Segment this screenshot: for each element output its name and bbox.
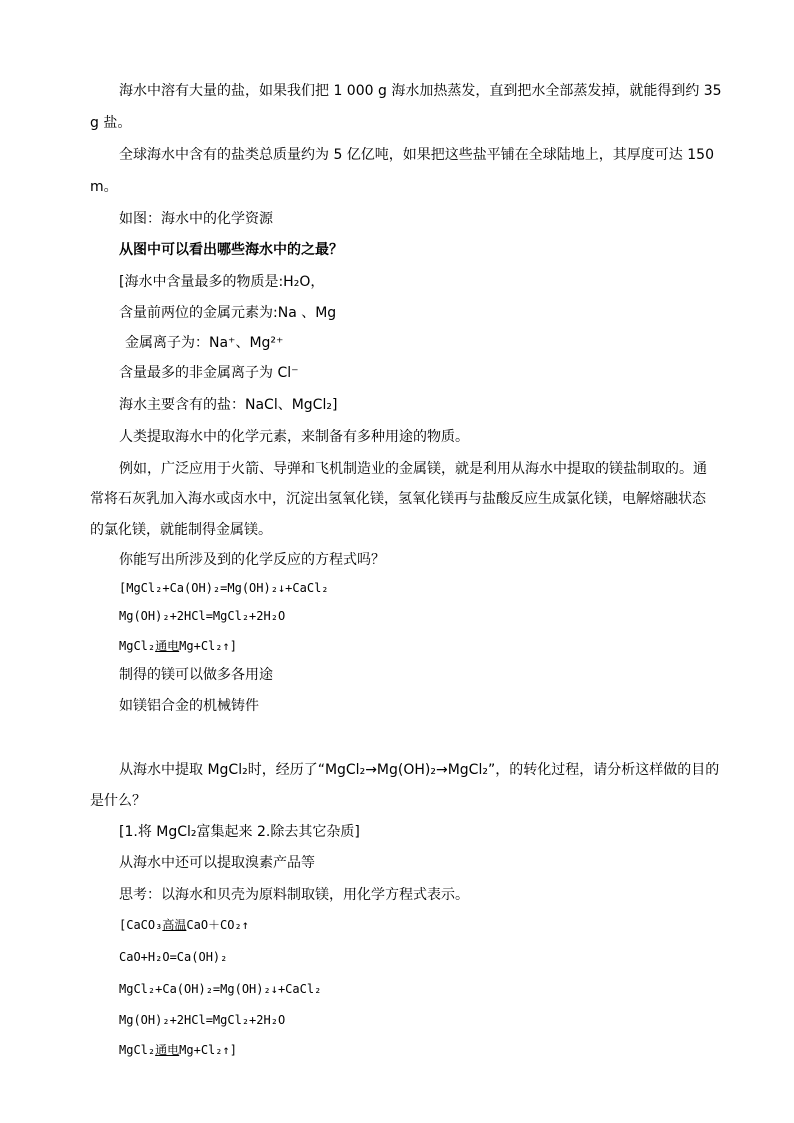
answer-line: [1.将 MgCl₂富集起来 2.除去其它杂质]	[119, 824, 360, 840]
answer-line: [海水中含量最多的物质是:H₂O，	[119, 274, 325, 290]
paragraph-line: 如图：海水中的化学资源	[119, 211, 273, 227]
question-heading: 从图中可以看出哪些海水中的之最？	[119, 242, 343, 258]
paragraph-line: g 盐。	[90, 115, 132, 131]
paragraph-line: 思考：以海水和贝壳为原料制取镁，用化学方程式表示。	[119, 887, 469, 903]
equation-line	[119, 1040, 237, 1060]
equation-line: MgCl₂+Ca(OH)₂=Mg(OH)₂↓+CaCl₂	[119, 982, 322, 996]
equation-right: CaO＋CO₂↑	[186, 918, 249, 932]
answer-line: 含量最多的非金属离子为 Cl⁻	[119, 365, 299, 381]
reaction-condition: 高温	[162, 918, 187, 932]
paragraph-line: 人类提取海水中的化学元素，来制备有多种用途的物质。	[119, 429, 469, 445]
equation-line: Mg(OH)₂+2HCl=MgCl₂+2H₂O	[119, 1013, 286, 1027]
equation-left: MgCl₂	[119, 639, 156, 653]
paragraph-line: 你能写出所涉及到的化学反应的方程式吗？	[119, 552, 385, 568]
paragraph-line: 如镁铝合金的机械铸件	[119, 698, 259, 714]
paragraph-line: 常将石灰乳加入海水或卤水中，沉淀出氢氧化镁，氢氧化镁再与盐酸反应生成氯化镁，电解熔融状态	[90, 491, 706, 507]
answer-line: 金属离子为：Na⁺、Mg²⁺	[125, 335, 284, 351]
reaction-condition: 通电	[155, 1043, 180, 1057]
paragraph-line: 从海水中提取 MgCl₂时，经历了“MgCl₂→Mg(OH)₂→MgCl₂”，的转化过程，请分析这样做的目的	[119, 762, 720, 778]
equation-left: [CaCO₃	[119, 918, 163, 932]
paragraph-line: 全球海水中含有的盐类总质量约为 5 亿亿吨，如果把这些盐平铺在全球陆地上，其厚度可达 150	[119, 147, 714, 163]
paragraph-line: 从海水中还可以提取溴素产品等	[119, 855, 315, 871]
equation-line: CaO+H₂O=Ca(OH)₂	[119, 950, 228, 964]
paragraph-line: m。	[90, 179, 118, 195]
answer-line: 海水主要含有的盐：NaCl、MgCl₂]	[119, 397, 338, 413]
answer-line: 含量前两位的金属元素为:Na 、Mg	[119, 305, 337, 321]
equation-left: MgCl₂	[119, 1043, 156, 1057]
equation-line: Mg(OH)₂+2HCl=MgCl₂+2H₂O	[119, 609, 286, 623]
equation-right: Mg+Cl₂↑]	[179, 1043, 237, 1057]
equation-right: Mg+Cl₂↑]	[179, 639, 237, 653]
paragraph-line: 例如，广泛应用于火箭、导弹和飞机制造业的金属镁，就是利用从海水中提取的镁盐制取的。通	[119, 461, 707, 477]
paragraph-line: 制得的镁可以做多各用途	[119, 667, 273, 683]
paragraph-line: 的氯化镁，就能制得金属镁。	[90, 522, 272, 538]
equation-line	[119, 915, 249, 935]
equation-line	[119, 636, 237, 656]
equation-line: [MgCl₂+Ca(OH)₂=Mg(OH)₂↓+CaCl₂	[119, 581, 329, 595]
paragraph-line: 是什么？	[90, 793, 146, 809]
reaction-condition: 通电	[155, 639, 180, 653]
paragraph-line: 海水中溶有大量的盐，如果我们把 1 000 g 海水加热蒸发，直到把水全部蒸发掉，就能得到约 35	[119, 83, 722, 99]
